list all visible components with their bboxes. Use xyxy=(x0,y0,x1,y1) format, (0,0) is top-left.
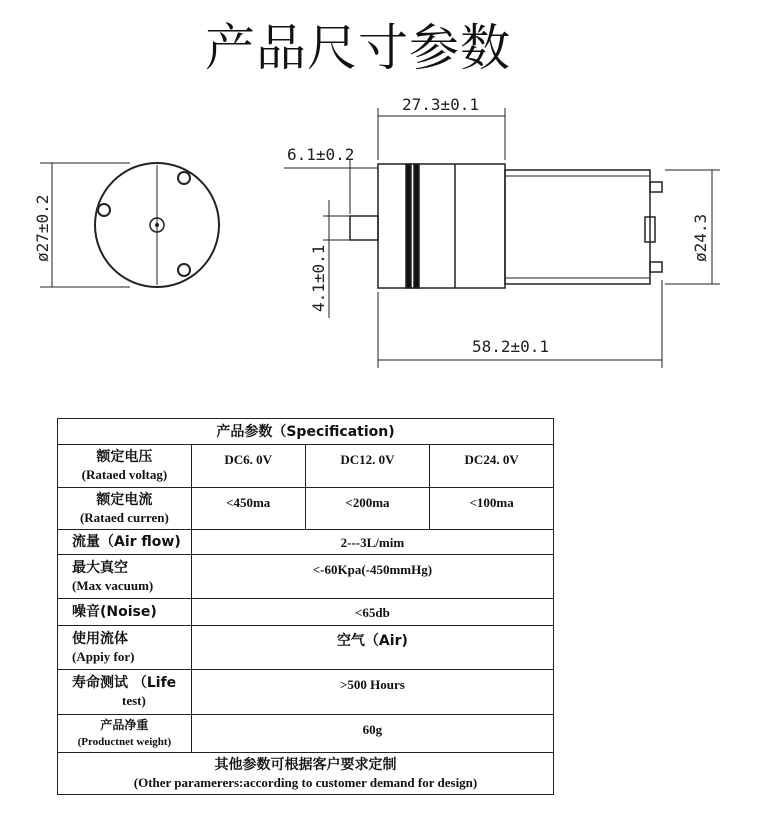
side-length-label: 27.3±0.1 xyxy=(402,95,480,114)
terminal-bottom xyxy=(650,262,662,272)
spec-header: 产品参数（Specification) xyxy=(58,419,554,445)
mount-hole-left xyxy=(98,204,110,216)
inlet-length-label: 6.1±0.2 xyxy=(287,145,355,164)
voltage-6v: DC6. 0V xyxy=(191,445,305,488)
voltage-12v: DC12. 0V xyxy=(305,445,430,488)
vacuum-label: 最大真空 (Max vacuum) xyxy=(58,555,192,599)
inlet-nozzle xyxy=(350,216,378,240)
current-24v: <100ma xyxy=(430,488,554,530)
current-6v: <450ma xyxy=(191,488,305,530)
voltage-label: 额定电压 (Rataed voltag) xyxy=(58,445,192,488)
terminal-top xyxy=(650,182,662,192)
seal-ring-1 xyxy=(406,164,411,288)
airflow-value: 2---3L/mim xyxy=(191,530,553,555)
pump-head-body xyxy=(378,164,505,288)
mount-hole-bottom xyxy=(178,264,190,276)
total-length-label: 58.2±0.1 xyxy=(472,337,550,356)
motor-diameter-label: ø24.3 xyxy=(691,213,710,262)
current-row xyxy=(58,488,554,530)
inlet-diameter-label: 4.1±0.1 xyxy=(309,244,328,312)
life-value: >500 Hours xyxy=(191,670,553,715)
weight-row xyxy=(58,715,554,753)
footer-note: 其他参数可根据客户要求定制 (Other paramerers:according to customer demand for design) xyxy=(58,753,554,795)
voltage-24v: DC24. 0V xyxy=(430,445,554,488)
weight-label: 产品净重 (Productnet weight) xyxy=(58,715,192,753)
head-diameter-label: ø27±0.2 xyxy=(33,194,52,262)
noise-label: 噪音(Noise) xyxy=(58,599,192,626)
fluid-label: 使用流体 (Appiy for) xyxy=(58,626,192,670)
noise-value: <65db xyxy=(191,599,553,626)
noise-row xyxy=(58,599,554,626)
current-12v: <200ma xyxy=(305,488,430,530)
fluid-row xyxy=(58,626,554,670)
weight-value: 60g xyxy=(191,715,553,753)
airflow-label: 流量（Air flow) xyxy=(58,530,192,555)
vacuum-row xyxy=(58,555,554,599)
dimension-drawing xyxy=(0,0,764,400)
page-title: 产品尺寸参数 xyxy=(205,19,511,77)
life-label: 寿命测试 （Life test) xyxy=(58,670,192,715)
motor-body xyxy=(505,170,650,284)
front-view xyxy=(40,163,219,287)
seal-ring-2 xyxy=(414,164,419,288)
spec-header-row xyxy=(58,419,554,445)
fluid-value: 空气（Air) xyxy=(191,626,553,670)
footer-row xyxy=(58,753,554,795)
current-label: 额定电流 (Rataed curren) xyxy=(58,488,192,530)
mount-hole-top xyxy=(178,172,190,184)
voltage-row xyxy=(58,445,554,488)
vacuum-value: <-60Kpa(-450mmHg) xyxy=(191,555,553,599)
airflow-row xyxy=(58,530,554,555)
life-row xyxy=(58,670,554,715)
spec-table xyxy=(57,418,554,795)
